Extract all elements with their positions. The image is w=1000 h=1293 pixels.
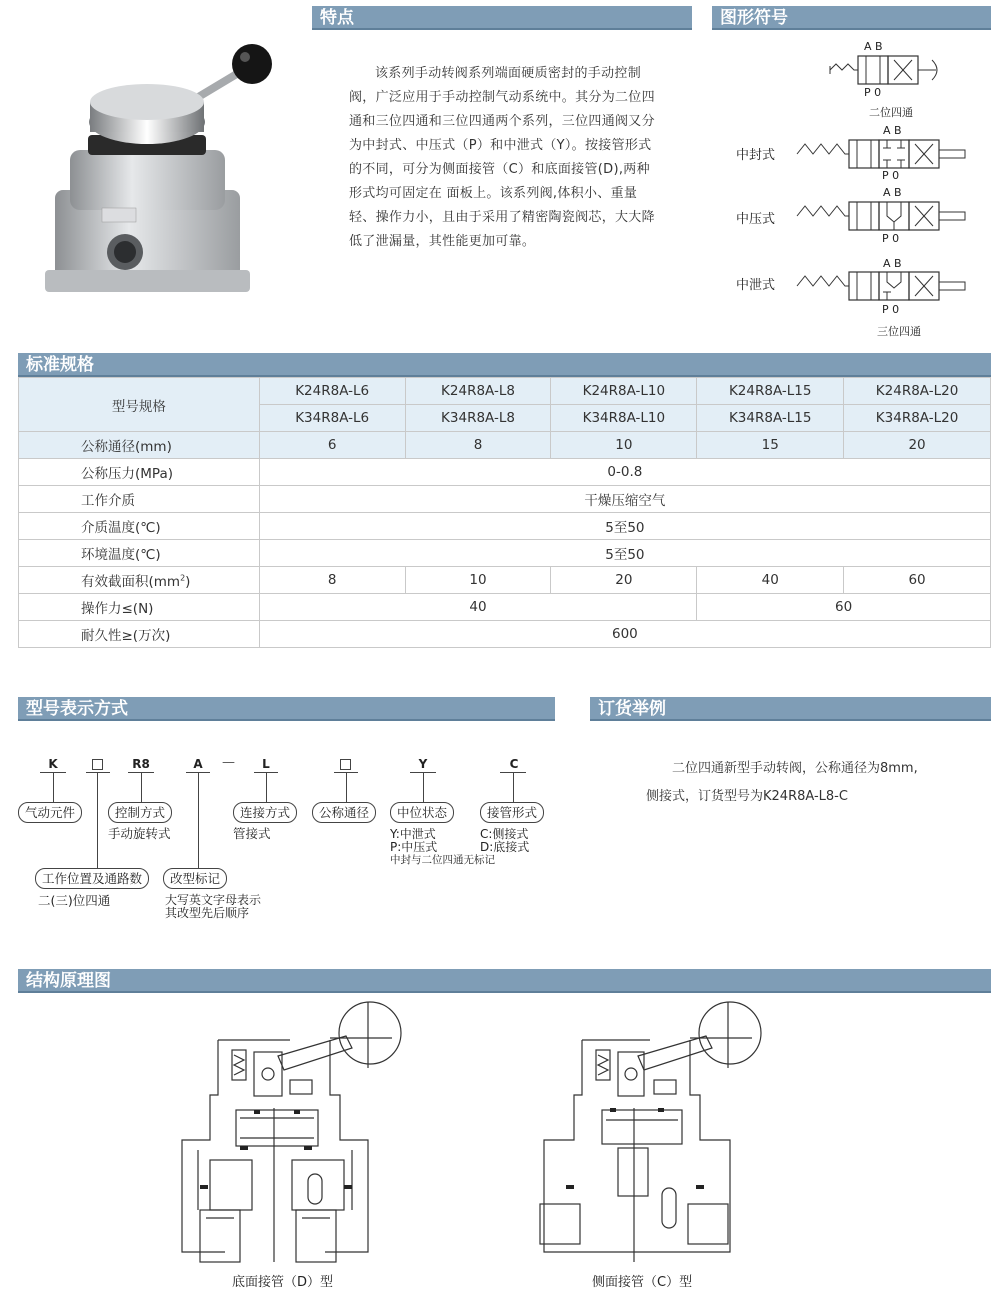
mid-y: Y:中泄式 xyxy=(390,827,436,841)
table-cell: 600 xyxy=(259,621,990,648)
pipe-d: D:底接式 xyxy=(480,840,530,854)
table-cell: 0-0.8 xyxy=(259,459,990,486)
symbol-mid-pressure xyxy=(795,198,970,234)
model-cell: K24R8A-L15 xyxy=(697,378,844,405)
mid-note: 中封与二位四通无标记 xyxy=(390,854,495,866)
work-position-value: 二(三)位四通 xyxy=(38,893,111,908)
order-line-2: 侧接式，订货型号为K24R8A-L8-C xyxy=(646,789,848,804)
label-mid-state: 中位状态 xyxy=(390,802,454,823)
symbol-p0-1: P 0 xyxy=(864,86,882,99)
symbol-ab-4: A B xyxy=(883,257,902,270)
row-label: 有效截面积$(mm^2)$ xyxy=(19,567,260,594)
revision-value-1: 大写英文字母表示 xyxy=(165,893,262,907)
model-cell: K24R8A-L20 xyxy=(844,378,991,405)
symbol-ab-2: A B xyxy=(883,124,902,137)
connector-line xyxy=(53,772,54,802)
table-row xyxy=(19,378,991,405)
mid-p: P:中压式 xyxy=(390,840,438,854)
header-label: 型号规格 xyxy=(19,378,260,432)
table-cell: 10 xyxy=(551,432,697,459)
table-row xyxy=(19,567,991,594)
feature-description: 该系列手动转阀系列端面硬质密封的手动控制阀，广泛应用于手动控制气动系统中。其分为二位四通和三位四通和三位四通两个系列，三位四通阀又分为中封式、中压式（P）和中泄式（Y）。按接管形式的不同，可分为侧面接管（C）和底面接管(D),两种形式均可固定在 面板上。该系列阀,体积小、重量轻、操作力小，且由于采用了精密陶瓷阀芯，大大降低了泄漏量，其性能更加可靠。 xyxy=(349,66,655,249)
table-cell: 6 xyxy=(259,432,405,459)
model-cell: K34R8A-L8 xyxy=(405,405,551,432)
symbol-mid-exhaust-label: 中泄式 xyxy=(736,278,776,293)
label-bore: 公称通径 xyxy=(312,802,376,823)
table-row xyxy=(19,486,991,513)
section-features: 特点 xyxy=(312,6,692,30)
table-cell: 20 xyxy=(844,432,991,459)
caption-bottom: 底面接管（D）型 xyxy=(232,1275,334,1290)
label-connection: 连接方式 xyxy=(233,802,297,823)
table-cell: 5至50 xyxy=(259,540,990,567)
section-model: 型号表示方式 xyxy=(18,697,555,721)
order-example xyxy=(646,755,966,811)
model-cell: K24R8A-L6 xyxy=(259,378,405,405)
code-r8: R8 xyxy=(132,757,150,771)
table-cell: 干燥压缩空气 xyxy=(259,486,990,513)
symbol-2pos-4way xyxy=(828,52,958,88)
symbol-mid-pressure-label: 中压式 xyxy=(736,212,776,227)
code-a: A xyxy=(193,757,203,771)
symbol-mid-closed xyxy=(795,136,970,172)
label-control: 控制方式 xyxy=(108,802,172,823)
symbol-p0-3: P 0 xyxy=(882,232,900,245)
code-box-2 xyxy=(340,759,351,770)
row-label: 公称压力(MPa) xyxy=(19,459,260,486)
symbol-label-3pos: 三位四通 xyxy=(877,325,921,338)
section-specs: 标准规格 xyxy=(18,353,991,377)
symbol-ab-1: A B xyxy=(864,40,883,53)
table-cell: 40 xyxy=(697,567,844,594)
underline xyxy=(86,772,110,773)
row-label: 耐久性≥(万次) xyxy=(19,621,260,648)
connector-line xyxy=(513,772,514,802)
code-c: C xyxy=(509,757,519,771)
code-box-1 xyxy=(92,759,103,770)
section-symbols: 图形符号 xyxy=(712,6,991,30)
row-label: 工作介质 xyxy=(19,486,260,513)
pipe-c: C:侧接式 xyxy=(480,827,529,841)
table-row xyxy=(19,540,991,567)
table-cell: 60 xyxy=(844,567,991,594)
table-row xyxy=(19,432,991,459)
model-cell: K34R8A-L6 xyxy=(259,405,405,432)
table-row xyxy=(19,594,991,621)
row-label: 操作力≤(N) xyxy=(19,594,260,621)
row-label: 介质温度(℃) xyxy=(19,513,260,540)
label-pipe: 接管形式 xyxy=(480,802,544,823)
revision-value-2: 其改型先后顺序 xyxy=(165,906,250,920)
table-cell: 20 xyxy=(551,567,697,594)
table-cell: 40 xyxy=(259,594,697,621)
structure-bottom-diagram xyxy=(170,1000,410,1270)
caption-side: 侧面接管（C）型 xyxy=(592,1275,693,1290)
model-cell: K34R8A-L10 xyxy=(551,405,697,432)
label-revision: 改型标记 xyxy=(163,868,227,889)
table-row xyxy=(19,621,991,648)
code-l: L xyxy=(262,757,270,771)
code-dash: — xyxy=(222,755,235,770)
symbol-ab-3: A B xyxy=(883,186,902,199)
table-cell: 8 xyxy=(405,432,551,459)
spec-table xyxy=(18,377,991,648)
connector-line xyxy=(97,772,98,868)
symbol-p0-2: P 0 xyxy=(882,169,900,182)
connector-line xyxy=(141,772,142,802)
table-cell: 15 xyxy=(697,432,844,459)
connection-value: 管接式 xyxy=(233,826,271,841)
symbol-mid-exhaust xyxy=(795,268,970,304)
label-work-position: 工作位置及通路数 xyxy=(35,868,149,889)
connector-line xyxy=(346,772,347,802)
model-cell: K24R8A-L10 xyxy=(551,378,697,405)
connector-line xyxy=(423,772,424,802)
code-y: Y xyxy=(418,757,428,771)
label-pneumatic: 气动元件 xyxy=(18,802,82,823)
row-label: 环境温度(℃) xyxy=(19,540,260,567)
model-cell: K34R8A-L15 xyxy=(697,405,844,432)
code-k: K xyxy=(48,757,58,771)
model-cell: K24R8A-L8 xyxy=(405,378,551,405)
table-row xyxy=(19,459,991,486)
connector-line xyxy=(198,772,199,868)
table-row xyxy=(19,513,991,540)
table-cell: 10 xyxy=(405,567,551,594)
table-cell: 8 xyxy=(259,567,405,594)
table-cell: 60 xyxy=(697,594,991,621)
row-label: 公称通径(mm) xyxy=(19,432,260,459)
order-line-1: 二位四通新型手动转阀，公称通径为8mm, xyxy=(672,761,918,776)
symbol-p0-4: P 0 xyxy=(882,303,900,316)
model-cell: K34R8A-L20 xyxy=(844,405,991,432)
symbol-label-2pos: 二位四通 xyxy=(869,106,913,119)
control-value: 手动旋转式 xyxy=(108,826,171,841)
structure-side-diagram xyxy=(530,1000,770,1270)
symbol-mid-closed-label: 中封式 xyxy=(736,148,776,163)
section-structure: 结构原理图 xyxy=(18,969,991,993)
section-order: 订货举例 xyxy=(590,697,991,721)
product-photo xyxy=(40,40,280,300)
table-cell: 5至50 xyxy=(259,513,990,540)
connector-line xyxy=(266,772,267,802)
